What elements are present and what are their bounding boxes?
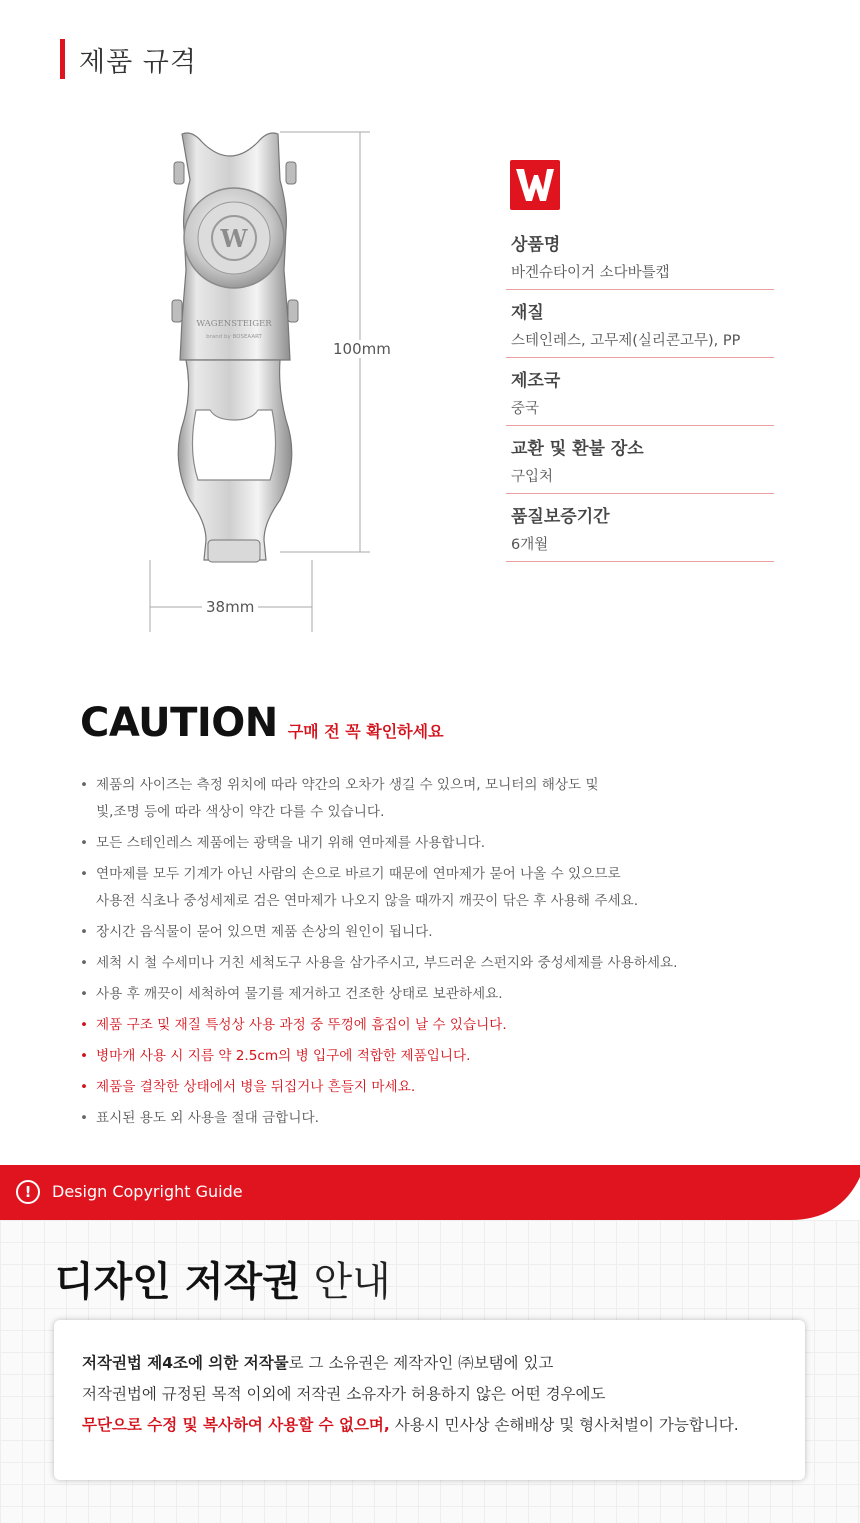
caution-item-text: 모든 스테인레스 제품에는 광택을 내기 위해 연마제를 사용합니다. bbox=[96, 835, 486, 851]
caution-item-text: 연마제를 모두 기계가 아닌 사람의 손으로 바르기 때문에 연마제가 묻어 나올 수 있으므로 bbox=[96, 866, 621, 882]
bottle-opener-image bbox=[130, 120, 420, 640]
spec-item-origin bbox=[506, 358, 774, 426]
spec-value: 6개월 bbox=[511, 537, 549, 553]
spec-label: 재질 bbox=[511, 303, 544, 323]
caution-list bbox=[80, 772, 820, 1136]
copyright-band bbox=[0, 1165, 860, 1220]
caution-item bbox=[80, 1105, 820, 1132]
copyright-title-light: 안내 bbox=[313, 1259, 391, 1305]
caution-item-text: 빛,조명 등에 따라 색상이 약간 다를 수 있습니다. bbox=[96, 804, 385, 820]
caution-item bbox=[80, 772, 820, 826]
copyright-notice-box bbox=[54, 1320, 805, 1480]
copyright-line-3-rest: 사용시 민사상 손해배상 및 형사처벌이 가능합니다. bbox=[389, 1416, 739, 1434]
copyright-title bbox=[55, 1250, 391, 1307]
spec-value: 스테인레스, 고무제(실리콘고무), PP bbox=[511, 333, 741, 349]
section-title-text: 제품 규격 bbox=[79, 46, 197, 78]
svg-text:W: W bbox=[220, 224, 248, 253]
spec-label: 상품명 bbox=[511, 235, 561, 255]
spec-item-material bbox=[506, 290, 774, 358]
section-title bbox=[60, 38, 197, 80]
copyright-line-1-rest: 로 그 소유권은 제작자인 ㈜보탬에 있고 bbox=[288, 1354, 554, 1372]
copyright-line-2: 저작권법에 규정된 목적 이외에 저작권 소유자가 허용하지 않은 어떤 경우에도 bbox=[82, 1385, 606, 1403]
copyright-line-3-red: 무단으로 수정 및 복사하여 사용할 수 없으며, bbox=[82, 1416, 390, 1434]
exclamation-icon: ! bbox=[16, 1180, 40, 1204]
spec-value: 구입처 bbox=[511, 469, 554, 485]
caution-item-text: 세척 시 철 수세미나 거친 세척도구 사용을 삼가주시고, 부드러운 스펀지와 중성세제를 사용하세요. bbox=[96, 955, 678, 971]
title-accent-bar bbox=[60, 39, 65, 79]
caution-subtitle: 구매 전 꼭 확인하세요 bbox=[287, 722, 444, 741]
caution-item-text: 제품을 결착한 상태에서 병을 뒤집거나 흔들지 마세요. bbox=[96, 1079, 416, 1095]
caution-item-text: 제품의 사이즈는 측정 위치에 따라 약간의 오차가 생길 수 있으며, 모니터의 해상도 및 bbox=[96, 777, 599, 793]
caution-title: CAUTION bbox=[80, 700, 278, 746]
caution-item-text: 제품 구조 및 재질 특성상 사용 과정 중 뚜껑에 흠집이 날 수 있습니다. bbox=[96, 1017, 507, 1033]
caution-item-text: 사용 후 깨끗이 세척하여 물기를 제거하고 건조한 상태로 보관하세요. bbox=[96, 986, 503, 1002]
engraved-sub: brand by BOSEAART bbox=[206, 334, 262, 340]
caution-item-text: 병마개 사용 시 지름 약 2.5cm의 병 입구에 적합한 제품입니다. bbox=[96, 1048, 471, 1064]
caution-item bbox=[80, 830, 820, 857]
spec-value: 바겐슈타이거 소다바틀캡 bbox=[511, 265, 670, 281]
caution-item-text: 표시된 용도 외 사용을 절대 금합니다. bbox=[96, 1110, 319, 1126]
copyright-line-1-bold: 저작권법 제4조에 의한 저작물 bbox=[82, 1354, 289, 1372]
caution-item bbox=[80, 861, 820, 915]
caution-item-text: 장시간 음식물이 묻어 있으면 제품 손상의 원인이 됩니다. bbox=[96, 924, 433, 940]
caution-item bbox=[80, 919, 820, 946]
caution-heading bbox=[80, 700, 444, 746]
spec-value: 중국 bbox=[511, 401, 540, 417]
spec-item-name bbox=[506, 222, 774, 290]
width-dimension-label: 38mm bbox=[202, 598, 258, 616]
w-logo-icon bbox=[510, 160, 560, 210]
caution-item-warning bbox=[80, 1043, 820, 1070]
spec-item-warranty bbox=[506, 494, 774, 562]
copyright-title-bold: 디자인 저작권 bbox=[55, 1259, 301, 1305]
copyright-line-1 bbox=[82, 1348, 805, 1379]
caution-item bbox=[80, 981, 820, 1008]
copyright-band-label: Design Copyright Guide bbox=[52, 1182, 243, 1201]
spec-list bbox=[506, 222, 774, 562]
caution-item bbox=[80, 950, 820, 977]
spec-item-refund bbox=[506, 426, 774, 494]
product-illustration bbox=[130, 120, 420, 640]
engraved-brand: WAGENSTEIGER bbox=[196, 319, 272, 329]
caution-item-text: 사용전 식초나 중성세제로 검은 연마제가 나오지 않을 때까지 깨끗이 닦은 후 사용해 주세요. bbox=[96, 893, 639, 909]
spec-label: 제조국 bbox=[511, 371, 561, 391]
brand-logo bbox=[510, 160, 560, 210]
spec-label: 교환 및 환불 장소 bbox=[511, 439, 644, 459]
spec-label: 품질보증기간 bbox=[511, 507, 610, 527]
caution-item-warning bbox=[80, 1074, 820, 1101]
copyright-line-3 bbox=[82, 1410, 805, 1441]
caution-item-warning bbox=[80, 1012, 820, 1039]
height-dimension-label: 100mm bbox=[329, 340, 395, 358]
